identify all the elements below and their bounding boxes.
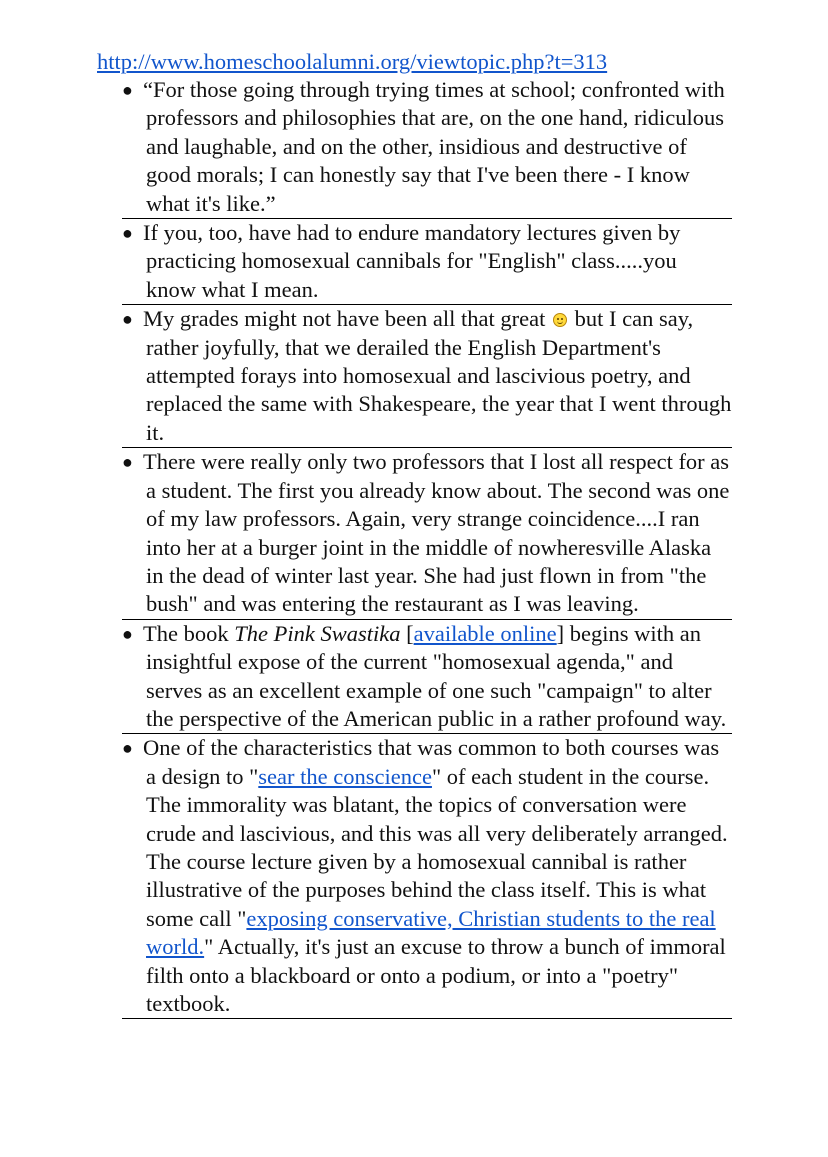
sear-the-conscience-link[interactable]: sear the conscience [258, 763, 432, 789]
available-online-link[interactable]: available online [413, 620, 557, 646]
quote-text: If you, too, have had to endure mandatory lectures given by practicing homosexual cannibals for "English" class.....you know what I mean. [143, 220, 681, 302]
bracket-open: [ [406, 620, 414, 646]
quote-text-pre: One of the characteristics that was common to both courses was a design to " [143, 735, 720, 789]
book-title: The Pink Swastika [234, 620, 401, 646]
bullet-icon: ● [122, 223, 133, 244]
list-item [122, 620, 732, 735]
source-url-link[interactable]: http://www.homeschoolalumni.org/viewtopic.php?t=313 [97, 49, 608, 74]
quote-text: “For those going through trying times at school; confronted with professors and philosophies that are, on the one hand, ridiculous and laughable, and on the other, insidious and destructive of good morals; I can honestly say that I've been there - I know what it's like.” [143, 77, 725, 216]
quote-list [122, 76, 732, 1019]
quote-text-post: " Actually, it's just an excuse to throw a bunch of immoral filth onto a blackboard or onto a podium, or into a "poetry" textbook. [146, 934, 726, 1016]
list-item [122, 305, 732, 448]
quote-text-post: begins with an insightful expose of the current "homosexual agenda," and serves as an excellent example of one such "campaign" to alter the perspective of the American public in a rather profound way. [146, 620, 727, 731]
quote-text-mid: " of each student in the course. The immorality was blatant, the topics of conversation were crude and lascivious, and this was all very deliberately arranged. The course lecture given by a homosexual cannibal is rather illustrative of the purposes behind the class itself. This is what some call " [146, 763, 728, 931]
quote-text-after: but I can say, rather joyfully, that we derailed the English Department's attempted forays into homosexual and lascivious poetry, and replaced the same with Shakespeare, the year that I went through it. [146, 306, 732, 445]
bullet-icon: ● [122, 738, 133, 759]
bracket-close: ] [556, 620, 565, 646]
list-item [122, 76, 732, 219]
bullet-icon: ● [122, 80, 133, 100]
smiley-icon [553, 313, 567, 327]
bullet-icon: ● [122, 309, 133, 330]
list-item [122, 219, 732, 305]
quote-text [143, 734, 732, 1018]
bullet-icon: ● [122, 623, 133, 644]
quote-text-before: My grades might not have been all that great [143, 306, 546, 332]
list-item [122, 734, 732, 1019]
bullet-icon: ● [122, 452, 133, 473]
quote-text [143, 620, 732, 734]
exposing-students-link[interactable]: exposing conservative, Christian students to the real world. [146, 905, 716, 960]
list-item [122, 448, 732, 619]
quote-text-pre: The book [143, 620, 229, 646]
quote-text: There were really only two professors that I lost all respect for as a student. The first you already know about. The second was one of my law professors. Again, very strange coincidence....I ran into her at a burger joint in the middle of nowheresville Alaska in the dead of winter last year. She had just flown in from "the bush" and was entering the restaurant as I was leaving. [143, 449, 730, 617]
quote-text [143, 305, 732, 447]
